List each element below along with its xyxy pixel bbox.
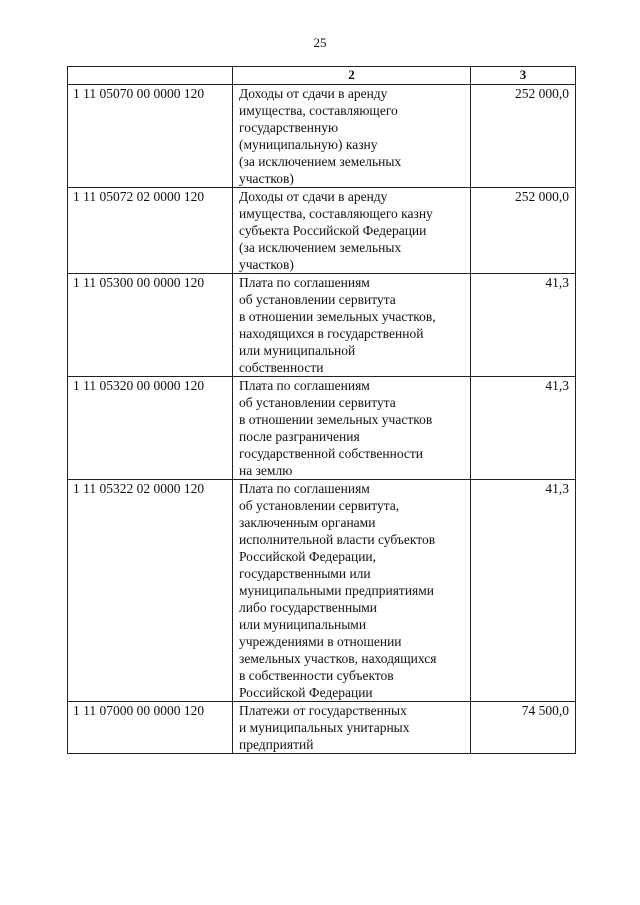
revenue-name-line: в собственности субъектов (239, 668, 394, 683)
budget-code-cell: 1 11 05320 00 0000 120 (68, 377, 233, 480)
revenue-name-line: Платежи от государственных (239, 703, 407, 718)
revenue-name-line: (муниципальную) казну (239, 137, 378, 152)
table-header-row (68, 67, 576, 85)
revenue-name-line: в отношении земельных участков, (239, 309, 436, 324)
table-row (68, 480, 576, 702)
revenue-name-line: на землю (239, 463, 293, 478)
revenue-name-line: Плата по соглашениям (239, 378, 370, 393)
table-row (68, 702, 576, 754)
budget-revenue-table (67, 66, 576, 754)
amount-cell: 41,3 (471, 377, 576, 480)
revenue-name-line: либо государственными (239, 600, 378, 615)
revenue-name-cell (233, 702, 471, 754)
revenue-name-cell (233, 274, 471, 377)
revenue-name-line: исполнительной власти субъектов (239, 532, 436, 547)
revenue-name-line: государственную (239, 120, 339, 135)
revenue-name-cell (233, 85, 471, 188)
amount-cell: 74 500,0 (471, 702, 576, 754)
table-row (68, 377, 576, 480)
budget-code-cell: 1 11 05300 00 0000 120 (68, 274, 233, 377)
budget-code-cell: 1 11 05322 02 0000 120 (68, 480, 233, 702)
revenue-name-line: об установлении сервитута (239, 395, 396, 410)
budget-code-cell: 1 11 07000 00 0000 120 (68, 702, 233, 754)
table-row (68, 85, 576, 188)
table-body (68, 85, 576, 754)
revenue-name-cell (233, 377, 471, 480)
revenue-name-line: находящихся в государственной (239, 326, 424, 341)
budget-code-cell: 1 11 05072 02 0000 120 (68, 188, 233, 274)
revenue-name-line: учреждениями в отношении (239, 634, 402, 649)
revenue-name-line: Доходы от сдачи в аренду (239, 86, 388, 101)
table-row (68, 188, 576, 274)
revenue-name-cell (233, 480, 471, 702)
revenue-name-line: имущества, составляющего казну (239, 206, 433, 221)
revenue-name-line: Российской Федерации (239, 685, 373, 700)
revenue-name-line: об установлении сервитута (239, 292, 396, 307)
revenue-name-line: Плата по соглашениям (239, 481, 370, 496)
revenue-name-line: участков) (239, 257, 294, 272)
amount-cell: 41,3 (471, 274, 576, 377)
revenue-name-line: государственными или (239, 566, 371, 581)
revenue-name-line: государственной собственности (239, 446, 424, 461)
table-row (68, 274, 576, 377)
revenue-name-line: участков) (239, 171, 294, 186)
revenue-name-line: (за исключением земельных (239, 240, 402, 255)
revenue-name-line: имущества, составляющего (239, 103, 398, 118)
amount-cell: 41,3 (471, 480, 576, 702)
revenue-name-line: субъекта Российской Федерации (239, 223, 427, 238)
revenue-name-line: (за исключением земельных (239, 154, 402, 169)
page-number: 25 (313, 35, 327, 50)
revenue-name-line: заключенным органами (239, 515, 376, 530)
revenue-name-line: или муниципальной (239, 343, 356, 358)
revenue-name-line: Плата по соглашениям (239, 275, 370, 290)
header-col-2: 2 (233, 67, 471, 85)
revenue-name-line: или муниципальными (239, 617, 367, 632)
amount-cell: 252 000,0 (471, 188, 576, 274)
amount-cell: 252 000,0 (471, 85, 576, 188)
header-col-3: 3 (471, 67, 576, 85)
revenue-name-line: после разграничения (239, 429, 360, 444)
revenue-name-line: предприятий (239, 737, 314, 752)
budget-code-cell: 1 11 05070 00 0000 120 (68, 85, 233, 188)
revenue-name-line: и муниципальных унитарных (239, 720, 410, 735)
revenue-name-cell (233, 188, 471, 274)
header-col-1 (68, 67, 233, 85)
revenue-name-line: Доходы от сдачи в аренду (239, 189, 388, 204)
revenue-name-line: собственности (239, 360, 324, 375)
revenue-name-line: в отношении земельных участков (239, 412, 433, 427)
revenue-name-line: земельных участков, находящихся (239, 651, 437, 666)
revenue-name-line: Российской Федерации, (239, 549, 377, 564)
revenue-name-line: об установлении сервитута, (239, 498, 400, 513)
revenue-name-line: муниципальными предприятиями (239, 583, 435, 598)
